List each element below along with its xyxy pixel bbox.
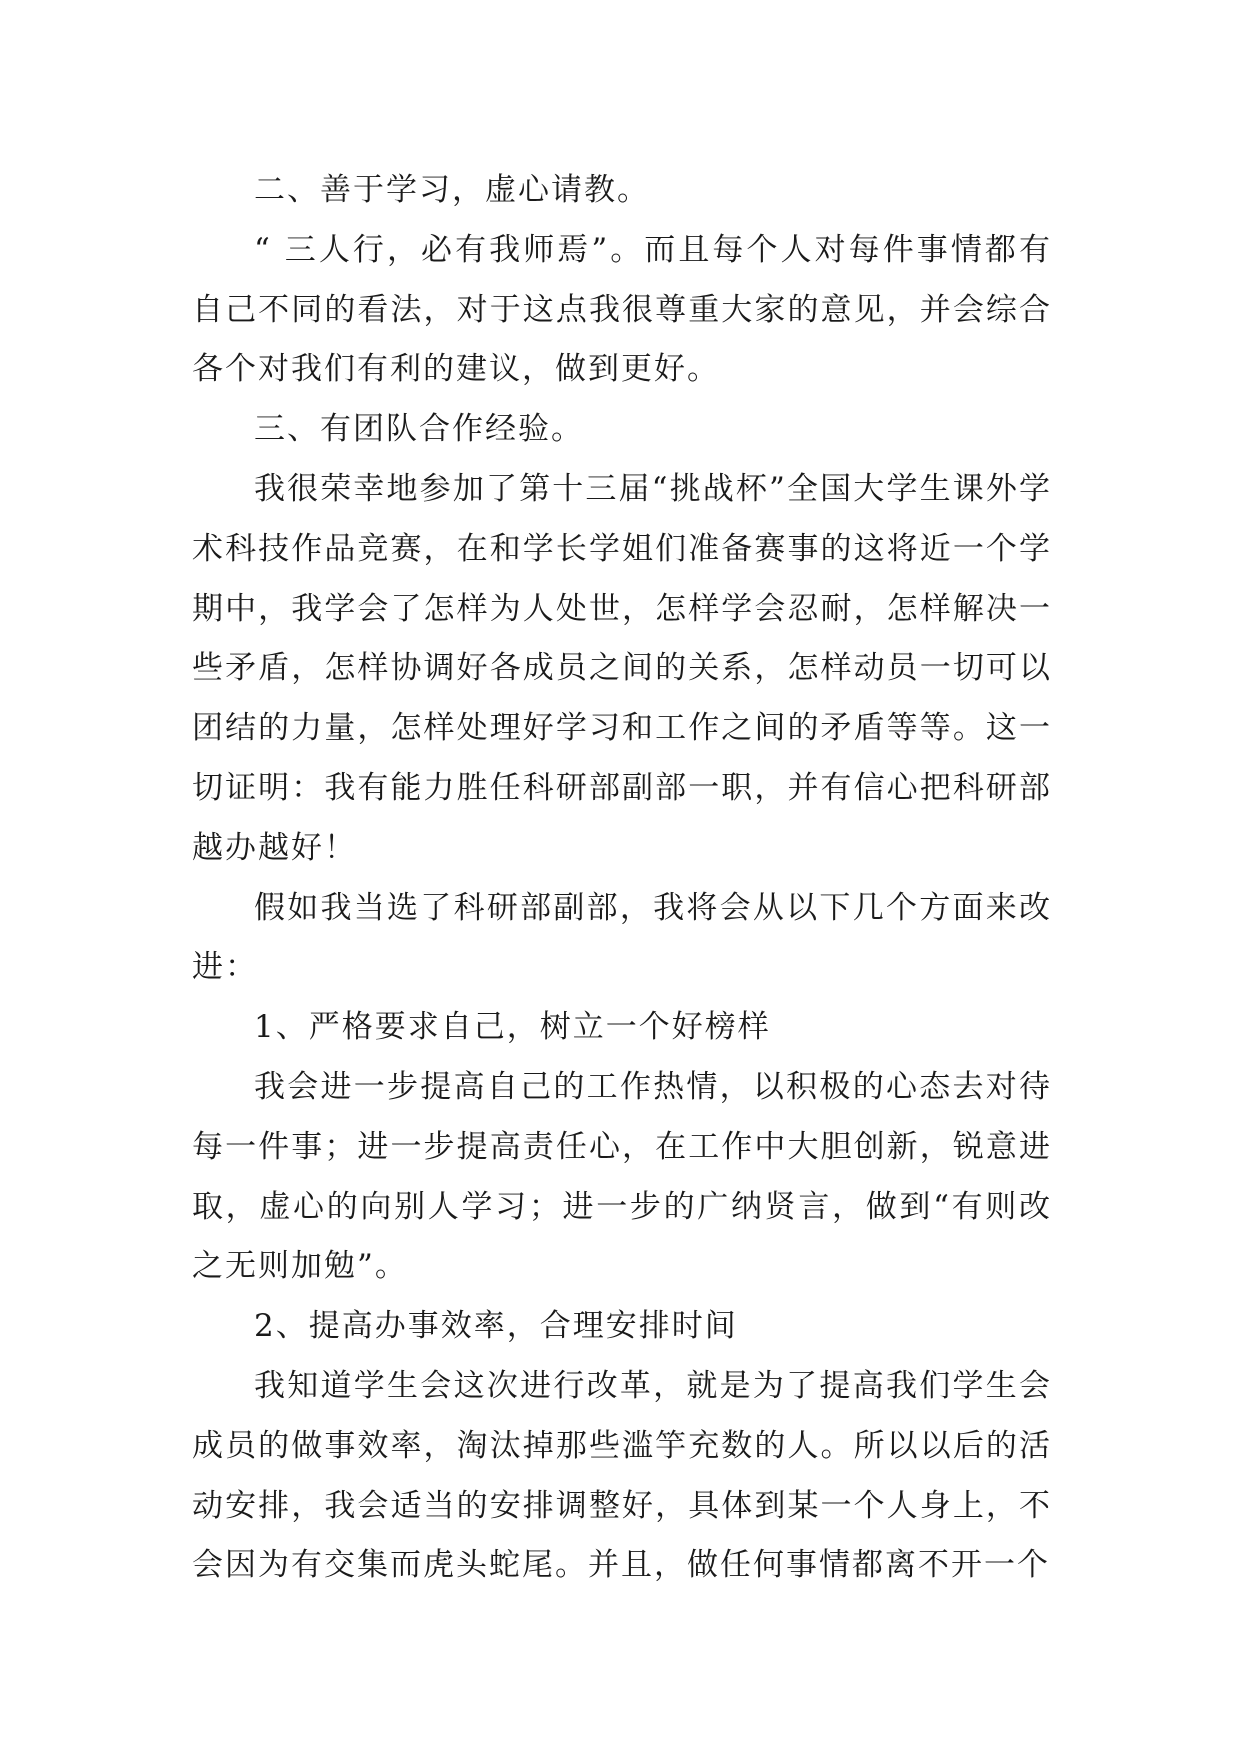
paragraph-subheading-1: 1、严格要求自己，树立一个好榜样 xyxy=(254,1009,771,1046)
paragraph-heading-2: 二、善于学习，虚心请教。 xyxy=(254,172,650,208)
paragraph: 我知道学生会这次进行改革，就是为了提高我们学生会成员的做事效率，淘汰掉那些滥竽充数的人。所以以后的活动安排，我会适当的安排调整好，具体到某一个人身上，不会因为有交集而虎头蛇尾。并且，做任何事情都离不开一个 xyxy=(192,1367,1052,1584)
paragraph-subheading-2: 2、提高办事效率，合理安排时间 xyxy=(254,1308,738,1345)
paragraph-heading-3: 三、有团队合作经验。 xyxy=(254,411,584,448)
paragraph: 假如我当选了科研部副部，我将会从以下几个方面来改进： xyxy=(192,889,1052,986)
paragraph: 我会进一步提高自己的工作热情，以积极的心态去对待每一件事；进一步提高责任心，在工作中大胆创新，锐意进取，虚心的向别人学习；进一步的广纳贤言，做到“有则改之无则加勉”。 xyxy=(192,1068,1052,1285)
paragraph: 我很荣幸地参加了第十三届“挑战杯”全国大学生课外学术科技作品竞赛，在和学长学姐们准备赛事的这将近一个学期中，我学会了怎样为人处世，怎样学会忍耐，怎样解决一些矛盾，怎样协调好各成员之间的关系，怎样动员一切可以团结的力量，怎样处理好学习和工作之间的矛盾等等。这一切证明：我有能力胜任科研部副部一职，并有信心把科研部越办越好！ xyxy=(192,470,1052,866)
document-body xyxy=(192,161,1052,1596)
paragraph: “ 三人行，必有我师焉”。而且每个人对每件事情都有自己不同的看法，对于这点我很尊重大家的意见，并会综合各个对我们有利的建议，做到更好。 xyxy=(192,231,1052,388)
